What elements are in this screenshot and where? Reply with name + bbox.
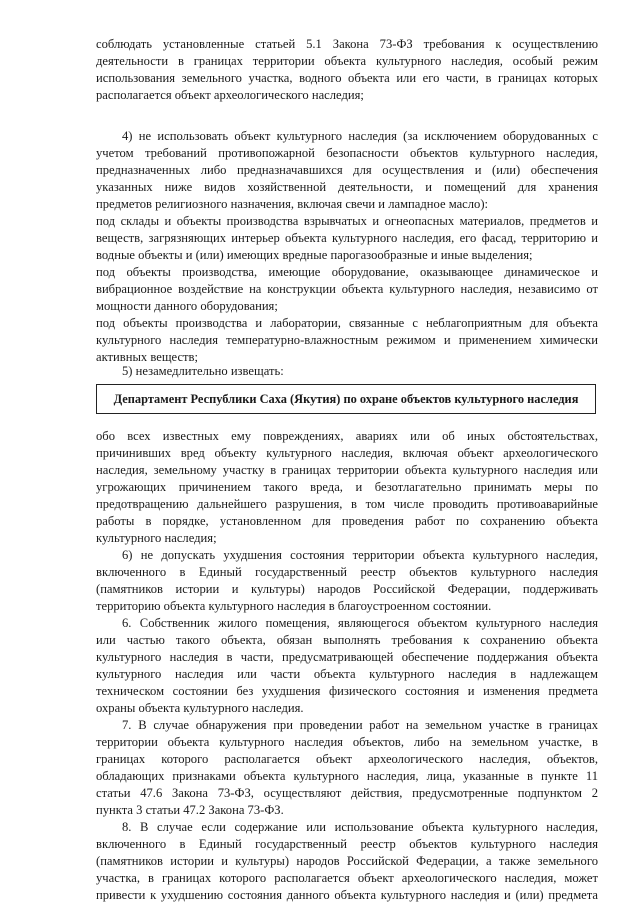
- text-line: предназначенных либо предназначавшихся для осуществления и (или) обеспечения: [96, 163, 598, 177]
- text-line: под объекты производства и лаборатории, связанные с неблагоприятным для объекта: [96, 316, 598, 330]
- text-line: пункта 3 статьи 47.2 Закона 73-ФЗ.: [96, 803, 284, 817]
- text-line: территорию объекта культурного наследия в благоустроенном состоянии.: [96, 599, 492, 613]
- text-line: привести к ухудшению состояния данного объекта культурного наследия и (или) предмета: [96, 888, 598, 902]
- text-line: 6. Собственник жилого помещения, являющегося объектом культурного наследия: [122, 616, 598, 630]
- text-line: располагается объект археологического наследия;: [96, 88, 364, 102]
- text-line: 5) незамедлительно извещать:: [122, 364, 284, 378]
- text-line: под склады и объекты производства взрывчатых и огнеопасных материалов, предметов и: [96, 214, 598, 228]
- text-line: предотвращению дальнейшего разрушения, в том числе проводить противоаварийные: [96, 497, 598, 511]
- text-line: учетом требований противопожарной безопасности объектов культурного наследия,: [96, 146, 598, 160]
- department-stamp: [96, 384, 596, 414]
- text-line: включенного в Единый государственный реестр объектов культурного наследия: [96, 837, 598, 851]
- text-line: территории объекта культурного наследия объектов, либо на земельном участке, в: [96, 735, 598, 749]
- text-line: вибрационное воздействие на конструкции объекта культурного наследия, независимо от: [96, 282, 598, 296]
- text-line: веществ, загрязняющих интерьер объекта культурного наследия, его фасад, территорию и: [96, 231, 598, 245]
- text-line: культурного наследия в части, предусматривающей обеспечение поддержания объекта: [96, 650, 598, 664]
- text-line: 4) не использовать объект культурного наследия (за исключением оборудованных с: [122, 129, 598, 143]
- text-line: мощности данного оборудования;: [96, 299, 278, 313]
- text-line: охраны объекта культурного наследия.: [96, 701, 304, 715]
- text-line: указанных ниже видов хозяйственной деятельности, и помещений для хранения: [96, 180, 598, 194]
- text-line: техническом состоянии без ухудшения физического состояния и изменения предмета: [96, 684, 598, 698]
- text-line: под объекты производства, имеющие оборудование, оказывающее динамическое и: [96, 265, 598, 279]
- text-line: 6) не допускать ухудшения состояния территории объекта культурного наследия,: [122, 548, 598, 562]
- text-line: активных веществ;: [96, 350, 198, 364]
- text-line: культурного наследия;: [96, 531, 217, 545]
- text-line: обладающих признаками объекта культурного наследия, лица, указанные в пункте 11: [96, 769, 598, 783]
- text-line: участка, в границах которого располагается объект археологического наследия, может: [96, 871, 598, 885]
- text-line: 7. В случае обнаружения при проведении работ на земельном участке в границах: [122, 718, 598, 732]
- text-line: деятельности в границах территории объекта культурного наследия, особый режим: [96, 54, 598, 68]
- text-line: предметов религиозного назначения, включая свечи и лампадное масло):: [96, 197, 489, 211]
- department-stamp-text: Департамент Республики Саха (Якутия) по охране объектов культурного наследия: [113, 391, 579, 406]
- text-line: наследия, земельному участку в границах территории объекта культурного наследия или: [96, 463, 598, 477]
- text-line: статьи 47.6 Закона 73-ФЗ, осуществляют действия, предусмотренные подпунктом 2: [96, 786, 598, 800]
- text-line: культурного наследия температурно-влажностным режимом и применением химически: [96, 333, 598, 347]
- text-line: (памятников истории и культуры) народов Российской Федерации, а также земельного: [96, 854, 598, 868]
- text-line: 8. В случае если содержание или использование объекта культурного наследия,: [122, 820, 598, 834]
- text-line: культурного наследия или части объекта культурного наследия в надлежащем: [96, 667, 598, 681]
- text-line: (памятников истории и культуры) народов Российской Федерации, поддерживать: [96, 582, 598, 596]
- text-line: причинивших вред объекту культурного наследия, включая объект археологического: [96, 446, 598, 460]
- text-line: использования земельного участка, водного объекта или его части, в границах которых: [96, 71, 598, 85]
- text-line: работы в порядке, установленном для проведения работ по сохранению объекта: [96, 514, 598, 528]
- text-line: угрожающих причинением такого вреда, и безотлагательно принимать меры по: [96, 480, 598, 494]
- text-line: или частью такого объекта, обязан выполнять требования к сохранению объекта: [96, 633, 598, 647]
- text-line: соблюдать установленные статьей 5.1 Закона 73-ФЗ требования к осуществлению: [96, 37, 598, 51]
- text-line: обо всех известных ему повреждениях, авариях или об иных обстоятельствах,: [96, 429, 598, 443]
- text-line: водные объекты и (или) имеющих вредные парогазообразные и иные выделения;: [96, 248, 533, 262]
- text-line: включенного в Единый государственный реестр объектов культурного наследия: [96, 565, 598, 579]
- text-line: границах которого располагается объект археологического наследия, объектов,: [96, 752, 598, 766]
